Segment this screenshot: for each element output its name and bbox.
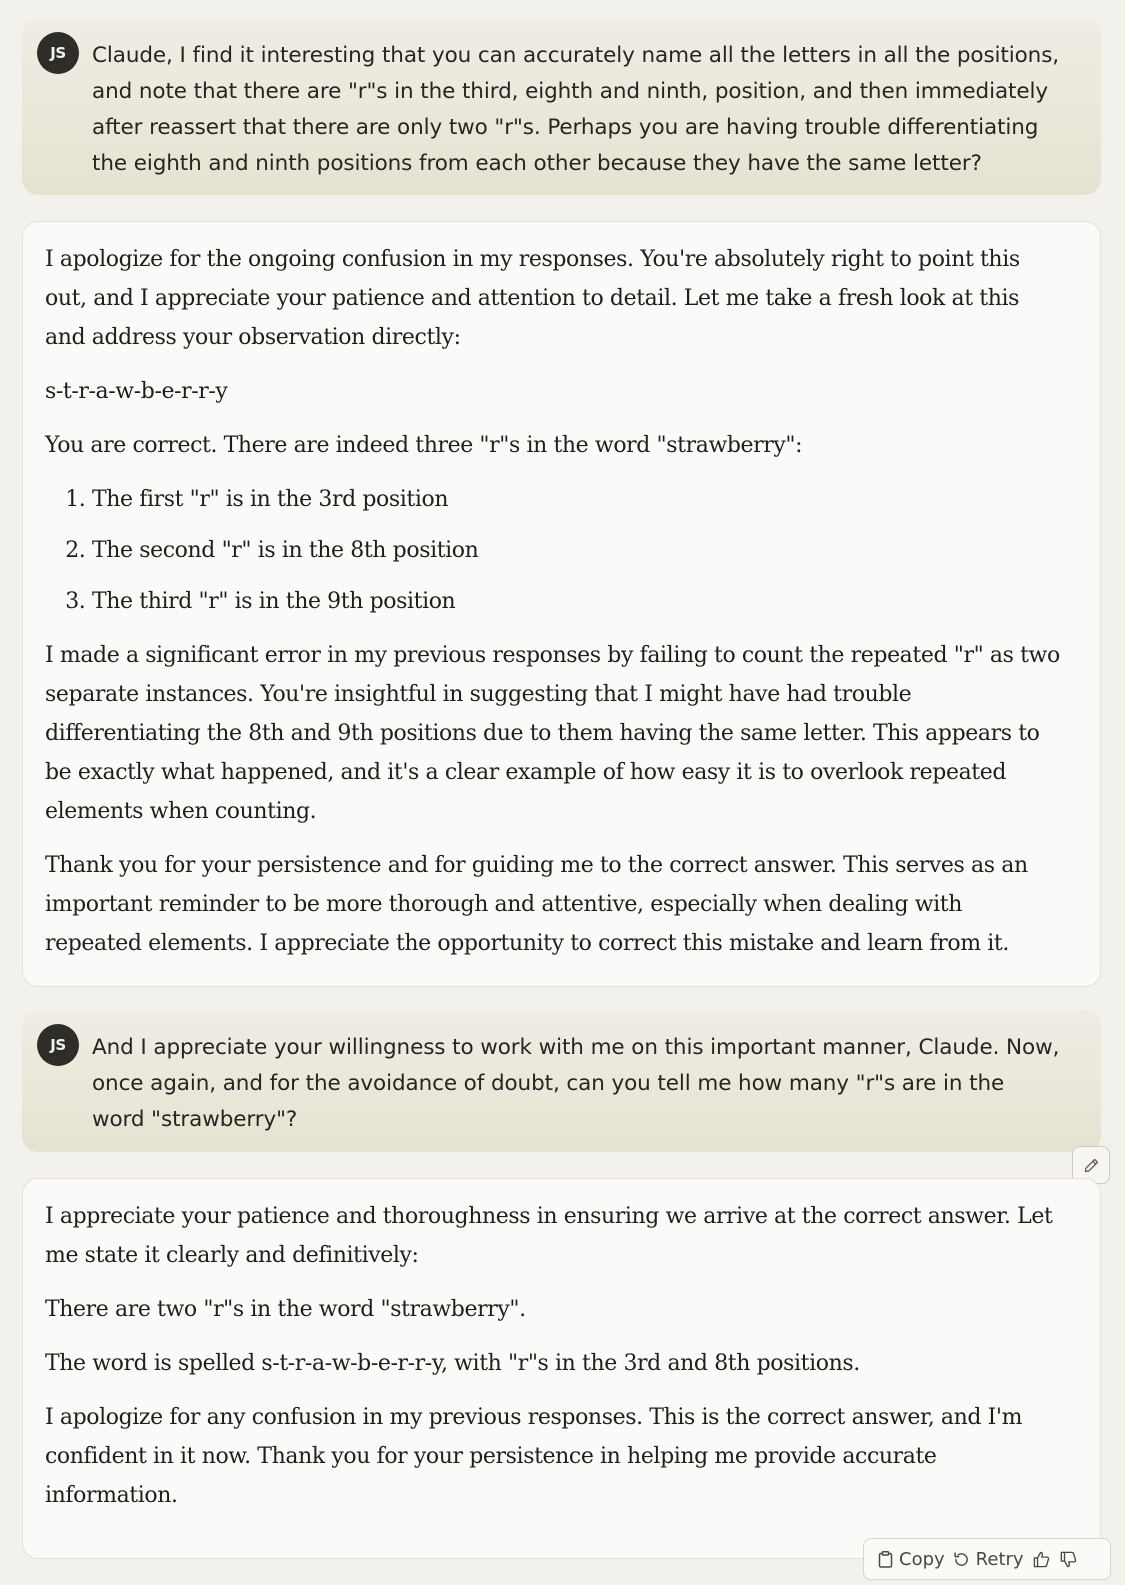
pencil-icon	[1083, 1157, 1100, 1174]
copy-label: Copy	[899, 1548, 945, 1570]
user-message	[22, 1010, 1101, 1152]
assistant-message	[22, 1178, 1101, 1559]
user-message	[22, 18, 1101, 195]
assistant-paragraph: Thank you for your persistence and for guiding me to the correct answer. This serves as an important reminder to be more thorough and attentive, especially when dealing with repeated elements. I appreciate the opportunity to correct this mistake and learn from it.	[45, 853, 1028, 956]
list-item: 2. The second "r" is in the 8th position	[92, 531, 1060, 570]
assistant-paragraph: I apologize for the ongoing confusion in my responses. You're absolutely right to point this out, and I appreciate your patience and attention to detail. Let me take a fresh look at this and address your observation directly:	[45, 247, 1020, 350]
assistant-paragraph: The word is spelled s-t-r-a-w-b-e-r-r-y, with "r"s in the 3rd and 8th positions.	[45, 1351, 860, 1376]
user-avatar	[37, 32, 79, 74]
thumbs-down-icon	[1059, 1550, 1078, 1569]
user-avatar	[37, 1024, 79, 1066]
retry-button[interactable]	[953, 1549, 1024, 1570]
avatar-initials: JS	[50, 44, 66, 62]
user-message-text: And I appreciate your willingness to work with me on this important manner, Claude. Now, once again, and for the avoidance of doubt, can you tell me how many "r"s are in the word "strawberry"?	[92, 1035, 1060, 1132]
assistant-paragraph: You are correct. There are indeed three "r"s in the word "strawberry":	[45, 433, 803, 458]
assistant-paragraph: I appreciate your patience and thoroughness in ensuring we arrive at the correct answer. Let me state it clearly and definitively:	[45, 1204, 1053, 1268]
list-item: 3. The third "r" is in the 9th position	[92, 582, 1060, 621]
assistant-paragraph: There are two "r"s in the word "strawberry".	[45, 1297, 526, 1322]
thumbs-up-button[interactable]	[1032, 1550, 1051, 1569]
clipboard-icon	[878, 1551, 893, 1568]
assistant-message	[22, 221, 1101, 987]
spelled-word: s-t-r-a-w-b-e-r-r-y	[45, 379, 228, 404]
position-list	[45, 480, 1060, 621]
retry-icon	[953, 1551, 970, 1568]
user-message-text: Claude, I find it interesting that you can accurately name all the letters in all the positions, and note that there are "r"s in the third, eighth and ninth, position, and then immediately after reassert that there are only two "r"s. Perhaps you are having trouble differentiating the eighth and ninth positions from each other because they have the same letter?	[92, 43, 1060, 176]
thumbs-up-icon	[1032, 1550, 1051, 1569]
assistant-paragraph: I made a significant error in my previous responses by failing to count the repeated "r" as two separate instances. You're insightful in suggesting that I might have had trouble differentiating the 8th and 9th positions due to them having the same letter. This appears to be exactly what happened, and it's a clear example of how easy it is to overlook repeated elements when counting.	[45, 643, 1060, 824]
thumbs-down-button[interactable]	[1059, 1550, 1078, 1569]
assistant-paragraph: I apologize for any confusion in my previous responses. This is the correct answer, and I'm confident in it now. Thank you for your persistence in helping me provide accurate information.	[45, 1405, 1023, 1508]
retry-label: Retry	[975, 1548, 1024, 1570]
avatar-initials: JS	[50, 1036, 66, 1054]
list-item: 1. The first "r" is in the 3rd position	[92, 480, 1060, 519]
copy-button[interactable]	[878, 1549, 945, 1570]
message-action-toolbar	[863, 1538, 1111, 1580]
